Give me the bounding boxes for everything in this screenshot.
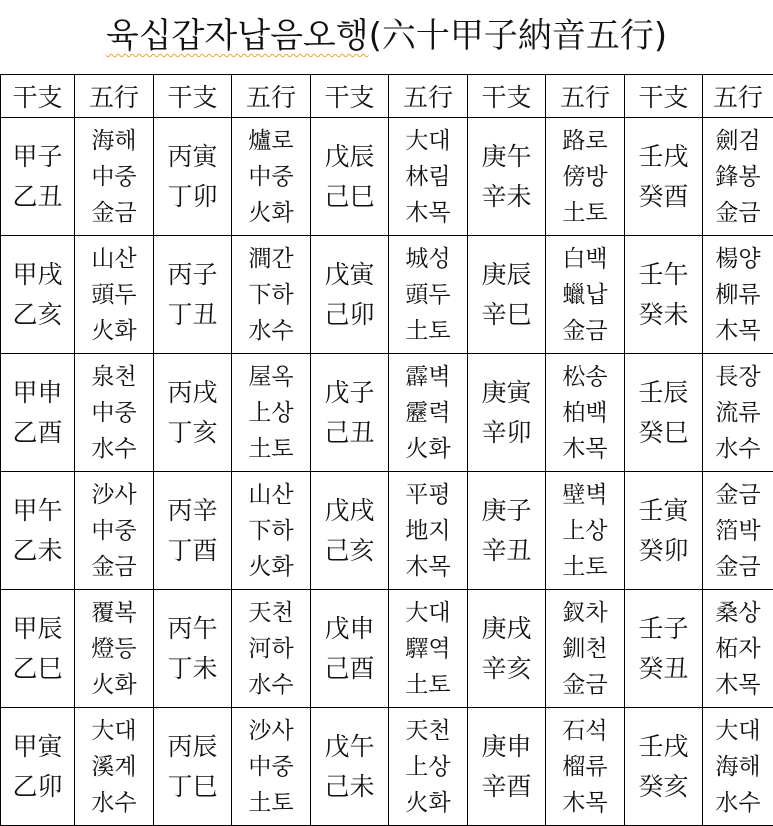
napeum-cell [389, 708, 468, 826]
napeum-text: 泉천 [75, 359, 153, 395]
napeum-text: 木목 [389, 195, 467, 231]
napeum-text: 山산 [75, 241, 153, 277]
napeum-text: 中중 [75, 159, 153, 195]
napeum-text: 劍검 [703, 123, 773, 159]
ganji-cell [1, 118, 75, 236]
ganji-text: 丙辰 [154, 727, 231, 767]
napeum-cell [389, 472, 468, 590]
ganji-text: 乙丑 [1, 177, 74, 217]
header-ohaeng: 五行 [75, 75, 154, 118]
napeum-cell [232, 354, 311, 472]
napeum-cell [546, 236, 625, 354]
ganji-cell [154, 118, 232, 236]
header-ganji: 干支 [311, 75, 389, 118]
ganji-cell [1, 354, 75, 472]
title-hanja: (六十甲子納音五行) [369, 16, 668, 56]
napeum-cell [232, 590, 311, 708]
napeum-text: 石석 [546, 713, 624, 749]
ganji-text: 甲申 [1, 373, 74, 413]
napeum-text: 溪계 [75, 749, 153, 785]
napeum-cell [389, 354, 468, 472]
napeum-text: 下하 [232, 513, 310, 549]
napeum-text: 流류 [703, 395, 773, 431]
ganji-text: 戊辰 [311, 137, 388, 177]
napeum-text: 路로 [546, 123, 624, 159]
napeum-text: 覆복 [75, 595, 153, 631]
ganji-text: 辛丑 [468, 531, 545, 571]
ganji-text: 壬辰 [625, 373, 702, 413]
napeum-text: 上상 [546, 513, 624, 549]
napeum-cell [232, 118, 311, 236]
ganji-text: 甲辰 [1, 609, 74, 649]
napeum-cell [75, 354, 154, 472]
header-ohaeng: 五行 [703, 75, 773, 118]
ganji-cell [468, 708, 546, 826]
napeum-text: 沙사 [232, 713, 310, 749]
ganji-text: 乙卯 [1, 767, 74, 807]
napeum-text: 楊양 [703, 241, 773, 277]
napeum-text: 驛역 [389, 631, 467, 667]
table-row [1, 118, 773, 236]
ganji-cell [311, 472, 389, 590]
ganji-cell [154, 590, 232, 708]
ganji-text: 癸卯 [625, 531, 702, 571]
napeum-text: 靂력 [389, 395, 467, 431]
napeum-text: 水수 [703, 431, 773, 467]
napeum-text: 頭두 [75, 277, 153, 313]
ganji-cell [468, 472, 546, 590]
napeum-text: 土토 [232, 785, 310, 821]
napeum-cell [389, 118, 468, 236]
napeum-text: 海해 [75, 123, 153, 159]
napeum-text: 長장 [703, 359, 773, 395]
napeum-text: 水수 [232, 313, 310, 349]
napeum-text: 中중 [75, 513, 153, 549]
napeum-table [0, 74, 773, 826]
ganji-cell [1, 472, 75, 590]
ganji-text: 辛酉 [468, 767, 545, 807]
ganji-text: 庚辰 [468, 255, 545, 295]
napeum-text: 水수 [232, 667, 310, 703]
napeum-text: 上상 [389, 749, 467, 785]
napeum-text: 天천 [389, 713, 467, 749]
napeum-cell [75, 118, 154, 236]
napeum-cell [232, 236, 311, 354]
table-row [1, 708, 773, 826]
ganji-text: 戊寅 [311, 255, 388, 295]
napeum-text: 平평 [389, 477, 467, 513]
ganji-text: 癸未 [625, 295, 702, 335]
ganji-text: 癸亥 [625, 767, 702, 807]
ganji-text: 丁酉 [154, 531, 231, 571]
napeum-text: 桑상 [703, 595, 773, 631]
ganji-text: 丁卯 [154, 177, 231, 217]
napeum-cell [546, 708, 625, 826]
ganji-cell [311, 118, 389, 236]
ganji-text: 辛亥 [468, 649, 545, 689]
ganji-text: 辛巳 [468, 295, 545, 335]
ganji-text: 己卯 [311, 295, 388, 335]
napeum-text: 壁벽 [546, 477, 624, 513]
ganji-text: 甲子 [1, 137, 74, 177]
ganji-text: 己未 [311, 767, 388, 807]
napeum-text: 柘자 [703, 631, 773, 667]
napeum-text: 木목 [546, 431, 624, 467]
napeum-cell [389, 590, 468, 708]
napeum-cell [546, 590, 625, 708]
napeum-text: 火화 [232, 549, 310, 585]
ganji-text: 癸酉 [625, 177, 702, 217]
napeum-cell [75, 708, 154, 826]
ganji-text: 丙戌 [154, 373, 231, 413]
ganji-text: 己酉 [311, 649, 388, 689]
napeum-text: 大대 [75, 713, 153, 749]
ganji-cell [311, 236, 389, 354]
napeum-text: 水수 [703, 785, 773, 821]
napeum-text: 土토 [546, 549, 624, 585]
ganji-text: 丙辛 [154, 491, 231, 531]
napeum-text: 爐로 [232, 123, 310, 159]
ganji-text: 庚寅 [468, 373, 545, 413]
ganji-text: 丁丑 [154, 295, 231, 335]
napeum-text: 榴류 [546, 749, 624, 785]
ganji-text: 甲戌 [1, 255, 74, 295]
napeum-cell [703, 472, 773, 590]
napeum-text: 金금 [703, 195, 773, 231]
ganji-text: 戊午 [311, 727, 388, 767]
ganji-text: 丙午 [154, 609, 231, 649]
ganji-cell [154, 708, 232, 826]
napeum-text: 大대 [703, 713, 773, 749]
ganji-text: 戊申 [311, 609, 388, 649]
napeum-cell [546, 118, 625, 236]
ganji-text: 壬戌 [625, 727, 702, 767]
napeum-cell [703, 708, 773, 826]
napeum-text: 地지 [389, 513, 467, 549]
napeum-cell [703, 590, 773, 708]
ganji-text: 庚申 [468, 727, 545, 767]
table-body [1, 118, 773, 826]
napeum-text: 釵차 [546, 595, 624, 631]
napeum-text: 下하 [232, 277, 310, 313]
table-row [1, 590, 773, 708]
napeum-text: 松송 [546, 359, 624, 395]
napeum-text: 土토 [389, 667, 467, 703]
ganji-cell [625, 354, 703, 472]
napeum-text: 蠟납 [546, 277, 624, 313]
napeum-cell [703, 236, 773, 354]
ganji-text: 壬戌 [625, 137, 702, 177]
napeum-text: 傍방 [546, 159, 624, 195]
napeum-text: 木목 [389, 549, 467, 585]
ganji-text: 丁未 [154, 649, 231, 689]
ganji-cell [154, 354, 232, 472]
ganji-text: 乙亥 [1, 295, 74, 335]
ganji-text: 己丑 [311, 413, 388, 453]
ganji-text: 甲午 [1, 491, 74, 531]
napeum-text: 金금 [703, 477, 773, 513]
ganji-text: 乙巳 [1, 649, 74, 689]
ganji-text: 戊戌 [311, 491, 388, 531]
napeum-text: 火화 [389, 431, 467, 467]
ganji-cell [625, 236, 703, 354]
napeum-text: 屋옥 [232, 359, 310, 395]
table-row [1, 236, 773, 354]
ganji-text: 丙子 [154, 255, 231, 295]
header-ganji: 干支 [468, 75, 546, 118]
header-ohaeng: 五行 [546, 75, 625, 118]
ganji-text: 戊子 [311, 373, 388, 413]
napeum-text: 城성 [389, 241, 467, 277]
napeum-text: 金금 [75, 549, 153, 585]
napeum-text: 木목 [703, 667, 773, 703]
ganji-text: 辛未 [468, 177, 545, 217]
napeum-text: 金금 [703, 549, 773, 585]
napeum-cell [75, 590, 154, 708]
ganji-text: 乙酉 [1, 413, 74, 453]
ganji-text: 壬寅 [625, 491, 702, 531]
napeum-text: 中중 [232, 159, 310, 195]
ganji-text: 丙寅 [154, 137, 231, 177]
napeum-text: 澗간 [232, 241, 310, 277]
napeum-text: 海해 [703, 749, 773, 785]
ganji-cell [154, 236, 232, 354]
ganji-text: 辛卯 [468, 413, 545, 453]
napeum-cell [546, 354, 625, 472]
header-ohaeng: 五行 [389, 75, 468, 118]
napeum-text: 燈등 [75, 631, 153, 667]
napeum-text: 火화 [389, 785, 467, 821]
ganji-text: 己亥 [311, 531, 388, 571]
napeum-text: 金금 [546, 667, 624, 703]
napeum-text: 頭두 [389, 277, 467, 313]
napeum-text: 林림 [389, 159, 467, 195]
ganji-text: 壬午 [625, 255, 702, 295]
napeum-cell [75, 472, 154, 590]
header-ganji: 干支 [154, 75, 232, 118]
table-row [1, 472, 773, 590]
napeum-text: 鋒봉 [703, 159, 773, 195]
napeum-text: 柳류 [703, 277, 773, 313]
ganji-cell [311, 354, 389, 472]
ganji-text: 庚午 [468, 137, 545, 177]
napeum-text: 釧천 [546, 631, 624, 667]
ganji-text: 庚子 [468, 491, 545, 531]
napeum-cell [232, 708, 311, 826]
ganji-cell [468, 590, 546, 708]
header-row [1, 75, 773, 118]
napeum-text: 霹벽 [389, 359, 467, 395]
napeum-text: 大대 [389, 595, 467, 631]
napeum-cell [546, 472, 625, 590]
ganji-text: 丁亥 [154, 413, 231, 453]
ganji-cell [625, 472, 703, 590]
napeum-text: 火화 [75, 667, 153, 703]
ganji-text: 癸丑 [625, 649, 702, 689]
napeum-text: 中중 [75, 395, 153, 431]
napeum-cell [232, 472, 311, 590]
ganji-text: 丁巳 [154, 767, 231, 807]
ganji-text: 己巳 [311, 177, 388, 217]
napeum-text: 木목 [703, 313, 773, 349]
napeum-text: 金금 [546, 313, 624, 349]
page-title [0, 6, 773, 66]
napeum-text: 土토 [232, 431, 310, 467]
table-row [1, 354, 773, 472]
ganji-cell [1, 236, 75, 354]
ganji-text: 甲寅 [1, 727, 74, 767]
napeum-text: 河하 [232, 631, 310, 667]
ganji-cell [625, 708, 703, 826]
ganji-text: 癸巳 [625, 413, 702, 453]
napeum-text: 土토 [546, 195, 624, 231]
ganji-text: 庚戌 [468, 609, 545, 649]
header-ganji: 干支 [625, 75, 703, 118]
header-ganji: 干支 [1, 75, 75, 118]
napeum-text: 天천 [232, 595, 310, 631]
ganji-cell [311, 590, 389, 708]
ganji-text: 乙未 [1, 531, 74, 571]
ganji-cell [625, 590, 703, 708]
napeum-text: 中중 [232, 749, 310, 785]
title-hangul: 육십갑자납음오행 [106, 16, 369, 56]
napeum-text: 火화 [75, 313, 153, 349]
napeum-text: 白백 [546, 241, 624, 277]
ganji-cell [625, 118, 703, 236]
napeum-text: 木목 [546, 785, 624, 821]
napeum-text: 水수 [75, 431, 153, 467]
napeum-text: 金금 [75, 195, 153, 231]
ganji-cell [1, 590, 75, 708]
napeum-cell [75, 236, 154, 354]
napeum-text: 箔박 [703, 513, 773, 549]
napeum-text: 土토 [389, 313, 467, 349]
ganji-cell [1, 708, 75, 826]
napeum-text: 沙사 [75, 477, 153, 513]
napeum-text: 上상 [232, 395, 310, 431]
napeum-text: 大대 [389, 123, 467, 159]
napeum-text: 火화 [232, 195, 310, 231]
napeum-cell [703, 118, 773, 236]
napeum-text: 山산 [232, 477, 310, 513]
header-ohaeng: 五行 [232, 75, 311, 118]
napeum-text: 水수 [75, 785, 153, 821]
ganji-cell [311, 708, 389, 826]
napeum-text: 柏백 [546, 395, 624, 431]
ganji-cell [468, 118, 546, 236]
ganji-cell [154, 472, 232, 590]
ganji-cell [468, 236, 546, 354]
napeum-cell [703, 354, 773, 472]
napeum-cell [389, 236, 468, 354]
ganji-cell [468, 354, 546, 472]
ganji-text: 壬子 [625, 609, 702, 649]
